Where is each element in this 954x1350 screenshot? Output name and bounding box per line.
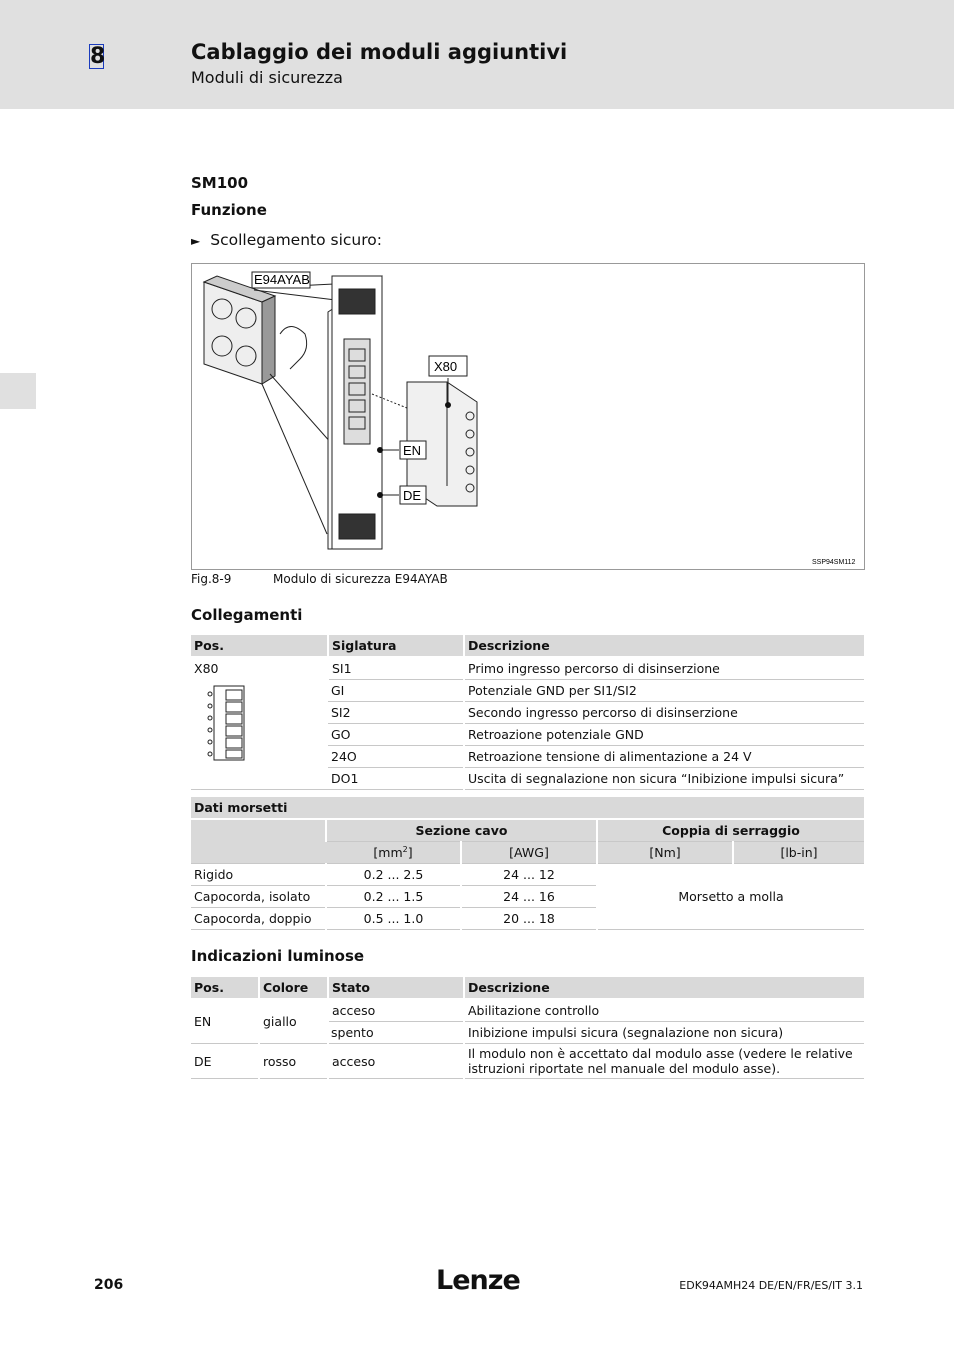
figure-code: SSP94SM112	[812, 559, 856, 566]
desc-cell: Retroazione tensione di alimentazione a 24 V	[464, 746, 864, 768]
caption-text: Modulo di sicurezza E94AYAB	[273, 572, 448, 586]
stato-cell: acceso	[328, 1044, 464, 1079]
table-row	[191, 999, 864, 1022]
pos-de: DE	[191, 1044, 259, 1079]
de-label: DE	[403, 488, 422, 503]
chapter-number: 8	[90, 44, 106, 69]
col-descrizione: Descrizione	[464, 977, 864, 999]
table-row	[191, 657, 864, 680]
morsetti-table	[191, 797, 864, 930]
col-pos: Pos.	[191, 977, 259, 999]
desc-cell: Il modulo non è accettato dal modulo asse (vedere le relative istruzioni riportate nel manuale del modulo asse).	[464, 1044, 864, 1079]
colore-de: rosso	[259, 1044, 328, 1079]
lbin-header: [lb-in]	[733, 842, 864, 864]
caption-number: Fig.8-9	[191, 572, 232, 586]
nm-header: [Nm]	[597, 842, 733, 864]
sig-cell: GO	[328, 724, 464, 746]
type-cell: Rigido	[191, 864, 326, 886]
function-title: Funzione	[191, 201, 267, 219]
side-tab	[0, 373, 36, 409]
desc-cell: Secondo ingresso percorso di disinserzione	[464, 702, 864, 724]
desc-cell: Inibizione impulsi sicura (segnalazione non sicura)	[464, 1022, 864, 1044]
mm2-cell: 0.2 ... 1.5	[326, 886, 461, 908]
section-title: SM100	[191, 174, 249, 192]
desc-cell: Potenziale GND per SI1/SI2	[464, 680, 864, 702]
mm2-cell: 0.5 ... 1.0	[326, 908, 461, 930]
sezione-header: Sezione cavo	[326, 819, 597, 842]
table-row	[191, 1044, 864, 1079]
pos-cell	[191, 657, 328, 790]
pos-en: EN	[191, 999, 259, 1044]
mm2-header	[326, 842, 461, 864]
sig-cell: DO1	[328, 768, 464, 790]
col-siglatura: Siglatura	[328, 635, 464, 657]
bullet-item	[191, 231, 382, 249]
col-descrizione: Descrizione	[464, 635, 864, 657]
document-reference: EDK94AMH24 DE/EN/FR/ES/IT 3.1	[679, 1279, 863, 1292]
sig-cell: SI1	[328, 657, 464, 680]
colore-en: giallo	[259, 999, 328, 1044]
sig-cell: GI	[328, 680, 464, 702]
awg-header: [AWG]	[461, 842, 597, 864]
awg-cell: 24 ... 12	[461, 864, 597, 886]
en-label: EN	[403, 443, 422, 458]
collegamenti-table	[191, 635, 864, 790]
module-drawing	[192, 264, 864, 569]
col-pos: Pos.	[191, 635, 328, 657]
stato-cell: spento	[328, 1022, 464, 1044]
mm2-text: [mm	[373, 845, 403, 861]
lenze-logo: Lenze	[436, 1265, 520, 1296]
morsetti-title: Dati morsetti	[191, 797, 864, 819]
mm2-sup: 2	[402, 844, 408, 854]
module-label: E94AYAB	[254, 272, 310, 287]
awg-cell: 20 ... 18	[461, 908, 597, 930]
blank-header	[191, 819, 326, 864]
sig-cell: 24O	[328, 746, 464, 768]
connector-icon	[202, 684, 250, 764]
desc-cell: Abilitazione controllo	[464, 999, 864, 1022]
page-title: Cablaggio dei moduli aggiuntivi	[191, 40, 568, 64]
desc-cell: Uscita di segnalazione non sicura “Inibizione impulsi sicura”	[464, 768, 864, 790]
col-colore: Colore	[259, 977, 328, 999]
page-number: 206	[94, 1277, 124, 1293]
collegamenti-title: Collegamenti	[191, 606, 303, 624]
figure-box	[191, 263, 865, 570]
table-row	[191, 864, 864, 886]
molla-cell: Morsetto a molla	[597, 864, 864, 930]
type-cell: Capocorda, doppio	[191, 908, 326, 930]
mm2-close: ]	[407, 845, 413, 861]
x80-label: X80	[434, 359, 458, 374]
bullet-arrow-icon: ►	[191, 234, 201, 248]
indicazioni-table	[191, 977, 864, 1079]
col-stato: Stato	[328, 977, 464, 999]
indicazioni-title: Indicazioni luminose	[191, 947, 365, 965]
desc-cell: Retroazione potenziale GND	[464, 724, 864, 746]
sig-cell: SI2	[328, 702, 464, 724]
mm2-cell: 0.2 ... 2.5	[326, 864, 461, 886]
awg-cell: 24 ... 16	[461, 886, 597, 908]
bullet-text: Scollegamento sicuro:	[210, 231, 382, 249]
type-cell: Capocorda, isolato	[191, 886, 326, 908]
pos-x80: X80	[194, 661, 219, 676]
coppia-header: Coppia di serraggio	[597, 819, 864, 842]
page-subtitle: Moduli di sicurezza	[191, 68, 343, 87]
figure-caption	[191, 572, 448, 586]
desc-cell: Primo ingresso percorso di disinserzione	[464, 657, 864, 680]
stato-cell: acceso	[328, 999, 464, 1022]
